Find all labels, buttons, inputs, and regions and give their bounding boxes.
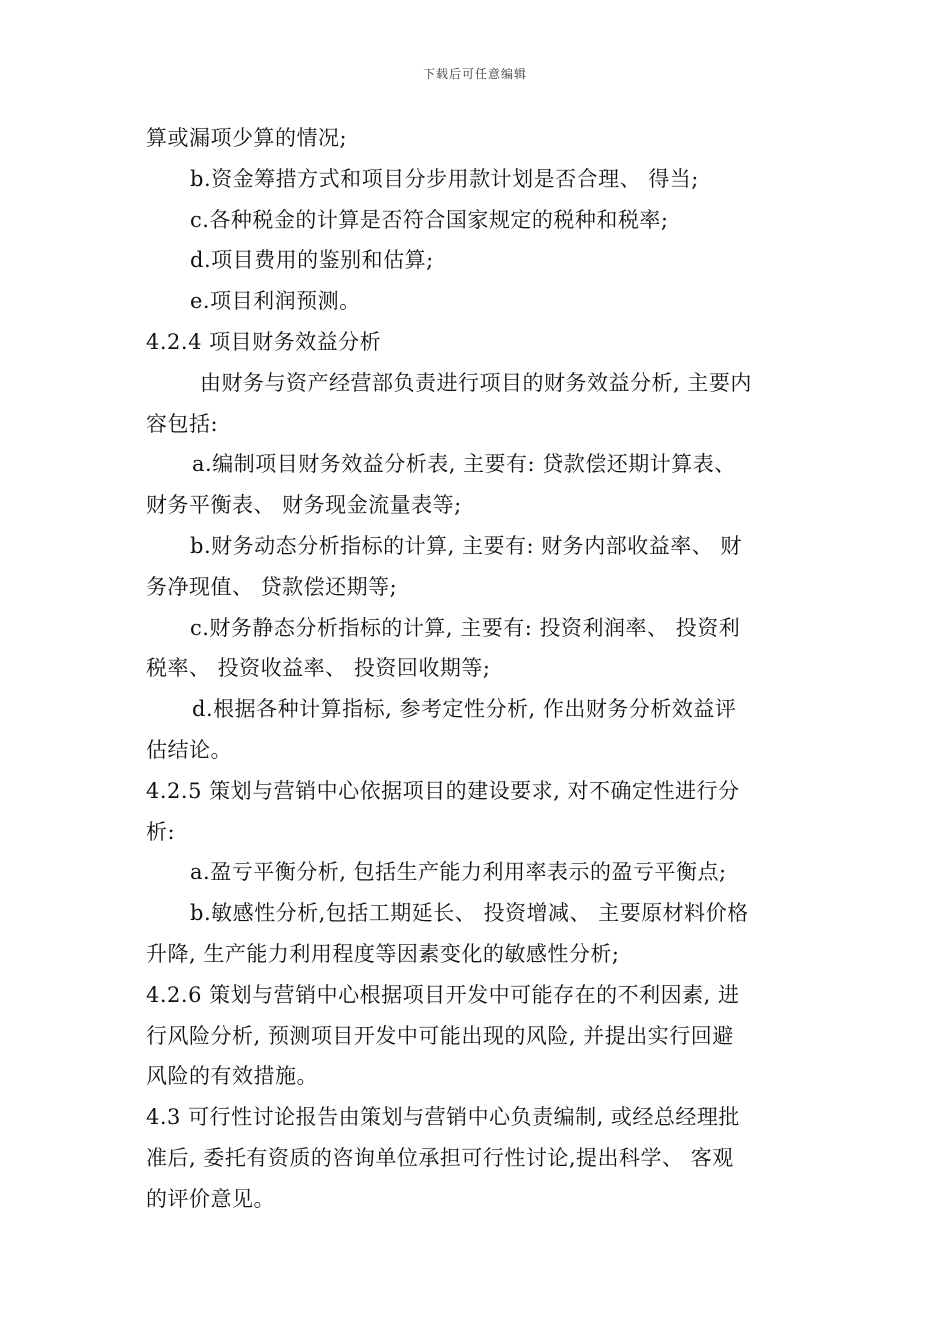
list-item-b: b.资金筹措方式和项目分步用款计划是否合理、 得当; [190, 166, 699, 191]
list-item-d: d.根据各种计算指标, 参考定性分析, 作出财务分析效益评 [192, 697, 737, 722]
section-continuation: 准后, 委托有资质的咨询单位承担可行性讨论,提出科学、 客观 [146, 1145, 734, 1170]
text-line: 算或漏项少算的情况; [146, 126, 348, 150]
list-item-continuation: 务净现值、 贷款偿还期等; [146, 574, 398, 599]
list-item-d: d.项目费用的鉴别和估算; [190, 248, 434, 273]
list-item-e: e.项目利润预测。 [190, 289, 361, 314]
section-continuation: 风险的有效措施。 [146, 1064, 318, 1089]
list-item-continuation: 税率、 投资收益率、 投资回收期等; [146, 656, 491, 681]
list-item-b: b.财务动态分析指标的计算, 主要有: 财务内部收益率、 财 [190, 533, 742, 558]
section-continuation: 的评价意见。 [146, 1186, 275, 1211]
paragraph-line: 容包括: [146, 411, 219, 436]
section-heading-4-2-4: 4.2.4 项目财务效益分析 [146, 329, 382, 354]
list-item-c: c.财务静态分析指标的计算, 主要有: 投资利润率、 投资利 [190, 615, 741, 640]
document-body [146, 118, 810, 1220]
list-item-continuation: 升降, 生产能力利用程度等因素变化的敏感性分析; [146, 941, 620, 966]
list-item-a: a.盈亏平衡分析, 包括生产能力利用率表示的盈亏平衡点; [190, 860, 727, 885]
paragraph-line: 由财务与资产经营部负责进行项目的财务效益分析, 主要内 [200, 370, 752, 395]
list-item-continuation: 估结论。 [146, 737, 232, 762]
page-header: 下载后可任意编辑 [422, 67, 527, 81]
section-heading-4-3: 4.3 可行性讨论报告由策划与营销中心负责编制, 或经总经理批 [146, 1105, 740, 1130]
list-item-continuation: 财务平衡表、 财务现金流量表等; [146, 493, 462, 518]
section-heading-4-2-6: 4.2.6 策划与营销中心根据项目开发中可能存在的不利因素, 进 [146, 982, 740, 1007]
section-continuation: 行风险分析, 预测项目开发中可能出现的风险, 并提出实行回避 [146, 1023, 734, 1048]
section-continuation: 析: [146, 819, 176, 844]
list-item-c: c.各种税金的计算是否符合国家规定的税种和税率; [190, 207, 669, 232]
list-item-b: b.敏感性分析,包括工期延长、 投资增减、 主要原材料价格 [190, 901, 749, 926]
section-heading-4-2-5: 4.2.5 策划与营销中心依据项目的建设要求, 对不确定性进行分 [146, 778, 740, 803]
list-item-a: a.编制项目财务效益分析表, 主要有: 贷款偿还期计算表、 [192, 452, 736, 477]
